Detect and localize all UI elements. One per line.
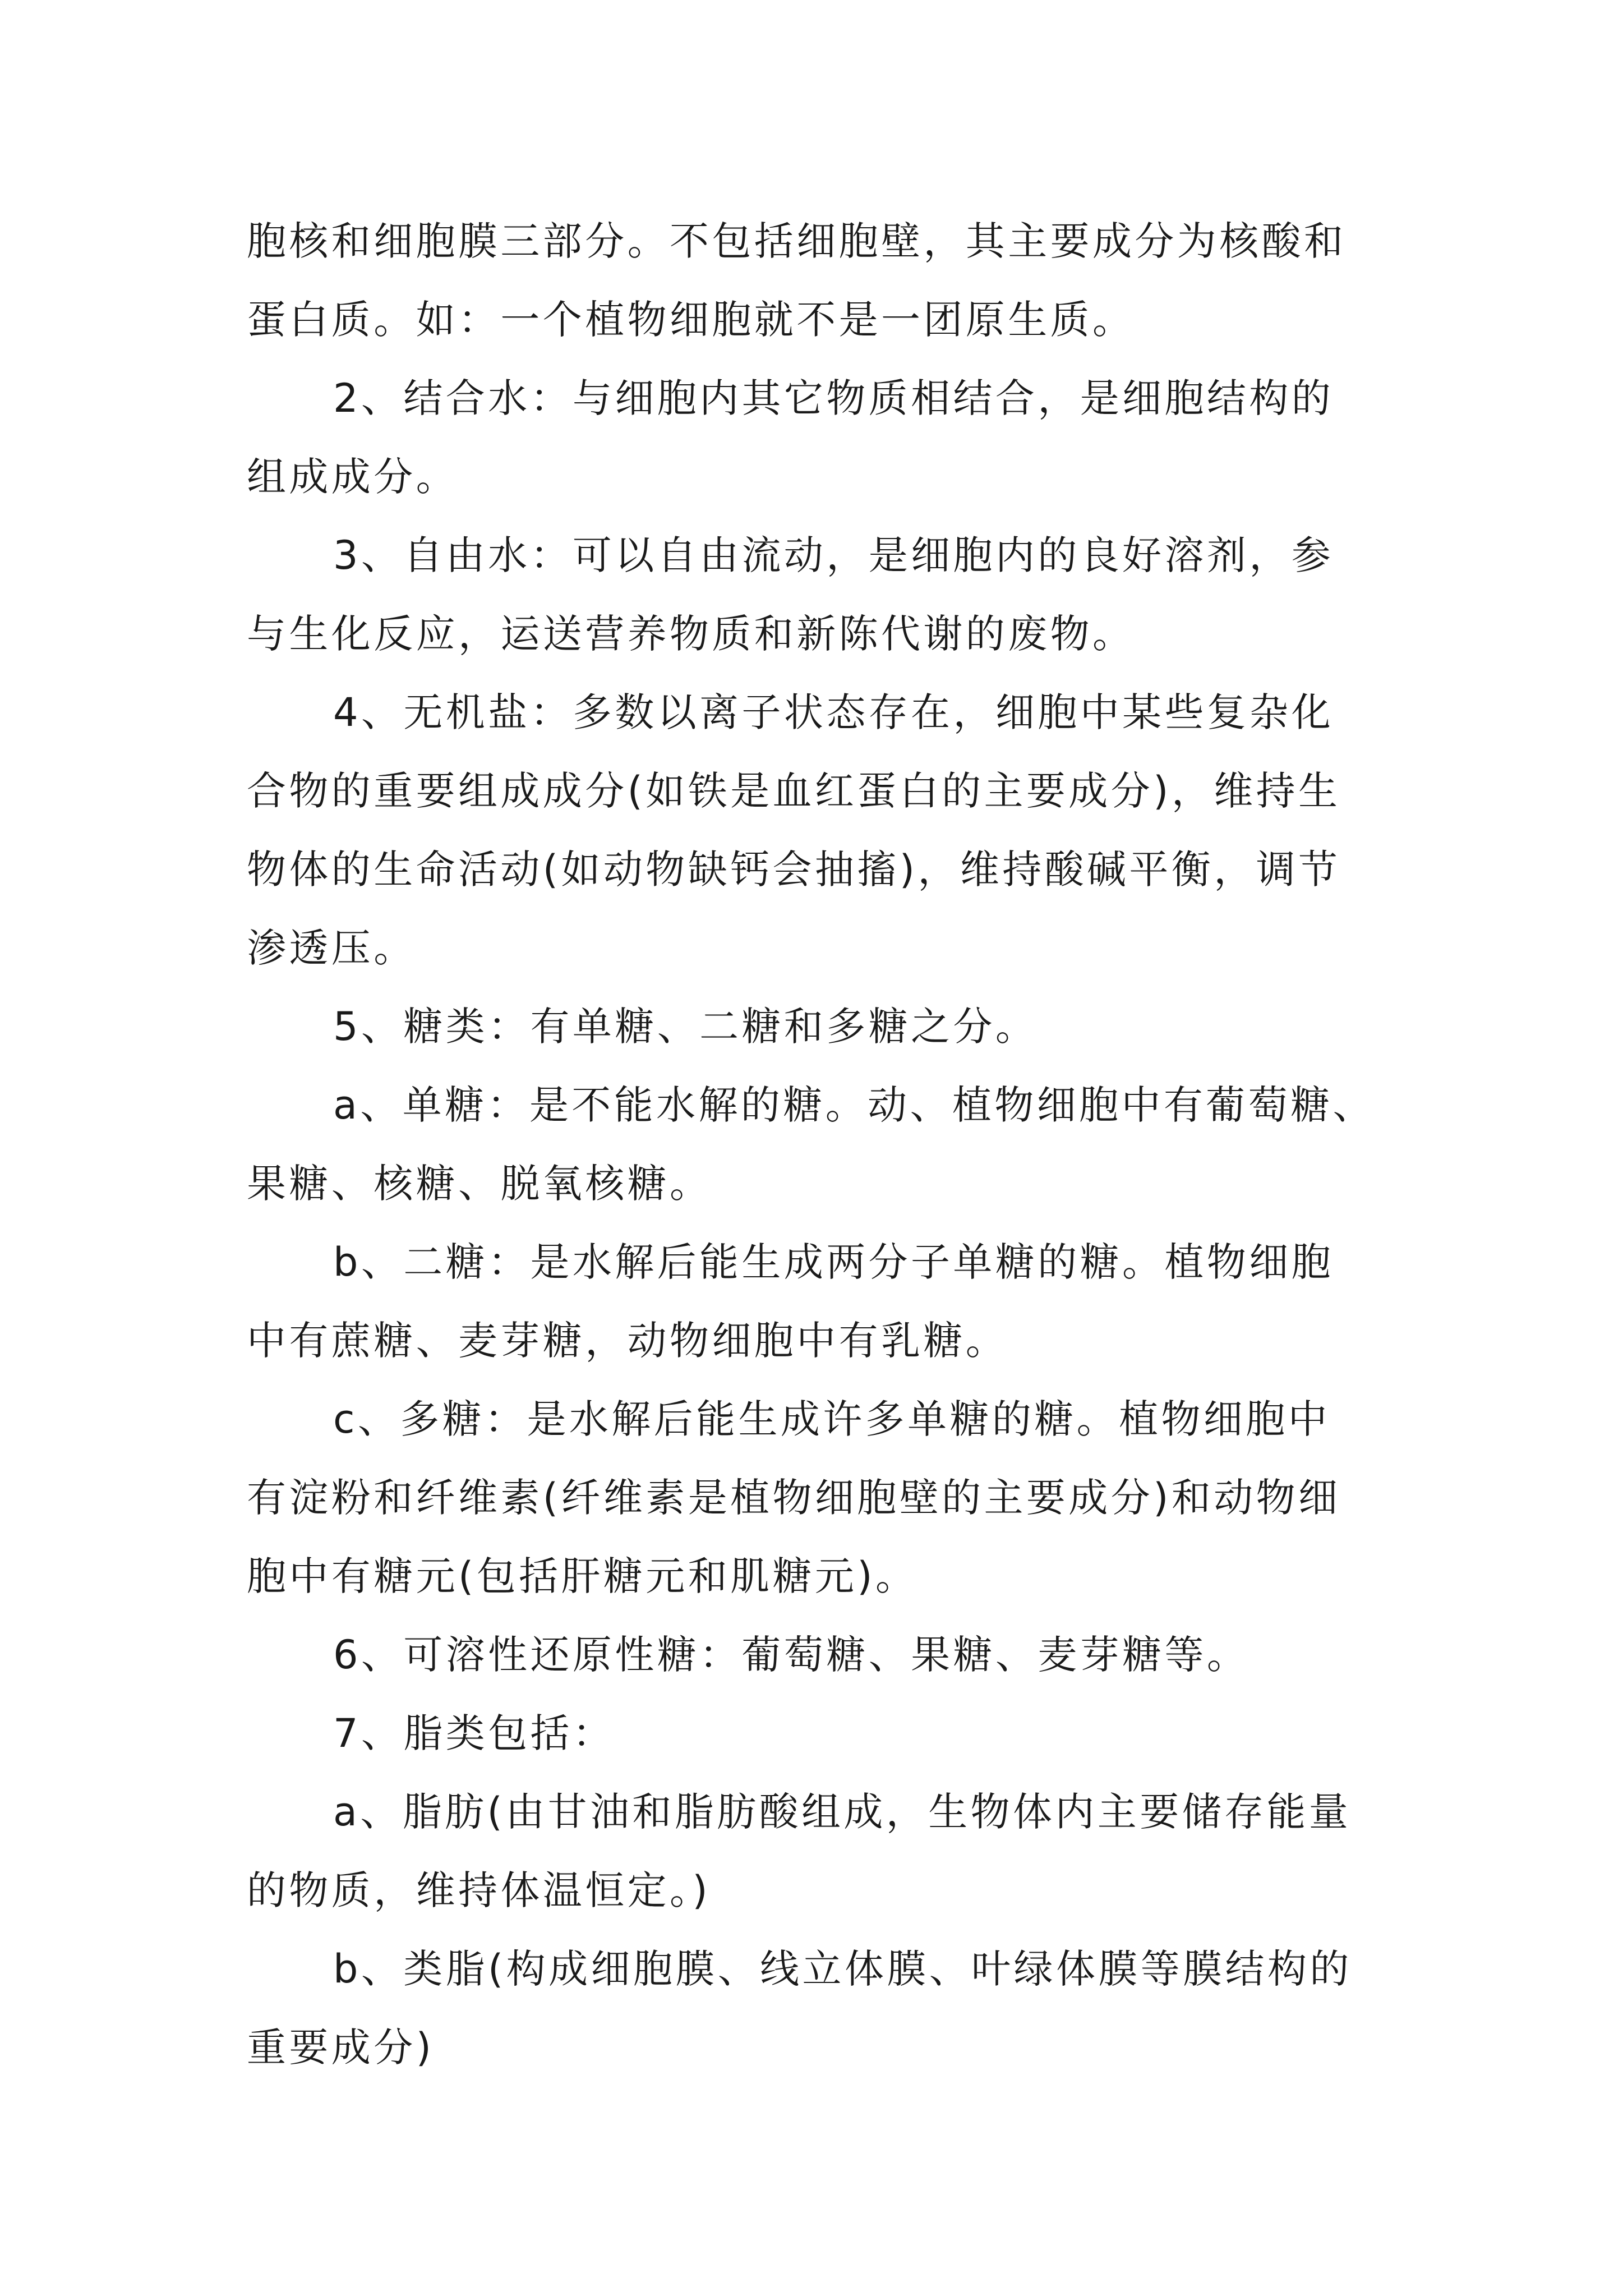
text-line: 物体的生命活动(如动物缺钙会抽搐)，维持酸碱平衡，调节: [247, 846, 1341, 892]
paragraph-start-line: a、脂肪(由甘油和脂肪酸组成，生物体内主要储存能量: [333, 1789, 1352, 1835]
paragraph-start-line: 7、脂类包括：: [333, 1710, 615, 1756]
text-line: 组成成分。: [247, 454, 458, 500]
document-body: [247, 210, 1391, 2095]
paragraph-start-line: c、多糖：是水解后能生成许多单糖的糖。植物细胞中: [333, 1396, 1331, 1442]
text-line: 胞中有糖元(包括肝糖元和肌糖元)。: [247, 1553, 918, 1599]
paragraph-start-line: 2、结合水：与细胞内其它物质相结合，是细胞结构的: [333, 375, 1334, 421]
paragraph-start-line: 4、无机盐：多数以离子状态存在，细胞中某些复杂化: [333, 689, 1334, 735]
paragraph-start-line: 6、可溶性还原性糖：葡萄糖、果糖、麦芽糖等。: [333, 1632, 1249, 1678]
text-line: 有淀粉和纤维素(纤维素是植物细胞壁的主要成分)和动物细: [247, 1475, 1341, 1521]
text-line: 与生化反应，运送营养物质和新陈代谢的废物。: [247, 611, 1135, 657]
text-line: 重要成分): [247, 2024, 435, 2070]
paragraph-start-line: 5、糖类：有单糖、二糖和多糖之分。: [333, 1004, 1038, 1050]
text-line: 合物的重要组成成分(如铁是血红蛋白的主要成分)，维持生: [247, 768, 1341, 814]
paragraph-start-line: a、单糖：是不能水解的糖。动、植物细胞中有葡萄糖、: [333, 1082, 1375, 1128]
paragraph-start-line: b、类脂(构成细胞膜、线立体膜、叶绿体膜等膜结构的: [333, 1946, 1352, 1992]
text-line: 果糖、核糖、脱氧核糖。: [247, 1161, 712, 1207]
text-line: 渗透压。: [247, 925, 416, 971]
paragraph-start-line: b、二糖：是水解后能生成两分子单糖的糖。植物细胞: [333, 1239, 1334, 1285]
text-line: 蛋白质。如：一个植物细胞就不是一团原生质。: [247, 297, 1135, 343]
paragraph-start-line: 3、自由水：可以自由流动，是细胞内的良好溶剂，参: [333, 532, 1334, 578]
text-line: 的物质，维持体温恒定。): [247, 1867, 711, 1913]
text-line: 胞核和细胞膜三部分。不包括细胞壁，其主要成分为核酸和: [247, 218, 1347, 264]
text-line: 中有蔗糖、麦芽糖，动物细胞中有乳糖。: [247, 1318, 1008, 1364]
